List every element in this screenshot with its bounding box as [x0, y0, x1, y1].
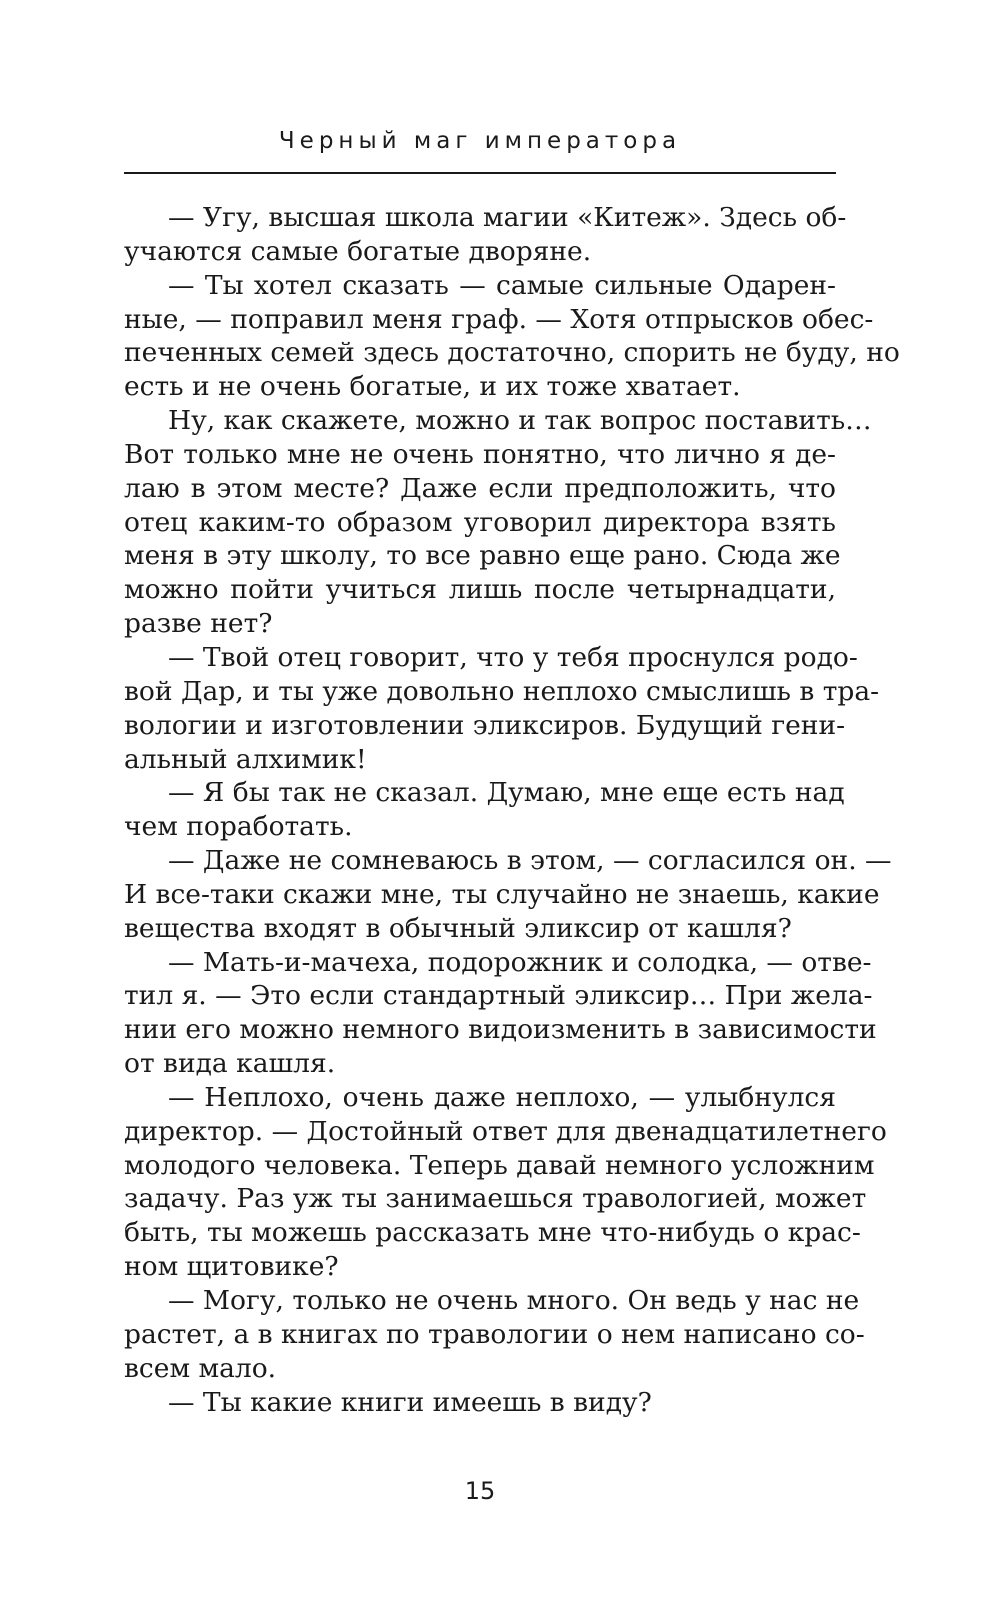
text-line: разве нет? — [124, 608, 273, 640]
text-line: молодого человека. Теперь давай немного усложним — [124, 1149, 875, 1181]
text-line: растет, а в книгах по травологии о нем написано со- — [124, 1318, 865, 1350]
header-rule — [124, 172, 836, 174]
text-line: И все-таки скажи мне, ты случайно не знаешь, какие — [124, 878, 880, 910]
text-line: — Неплохо, очень даже неплохо, — улыбнулся — [168, 1081, 836, 1113]
page-number: 15 — [464, 1477, 496, 1505]
running-head-title: Черный маг императора — [278, 128, 682, 154]
text-line: — Угу, высшая школа магии «Китеж». Здесь об- — [168, 202, 847, 233]
text-line: вой Дар, и ты уже довольно неплохо смыслишь в тра- — [124, 675, 880, 707]
text-line: — Ты хотел сказать — самые сильные Одарен- — [168, 269, 836, 301]
text-line: — Даже не сомневаюсь в этом, — согласился он. — — [168, 845, 892, 877]
text-line: нии его можно немного видоизменить в зависимости — [124, 1014, 877, 1046]
text-line: вологии и изготовлении эликсиров. Будущий гени- — [124, 709, 846, 741]
text-line: — Мать-и-мачеха, подорожник и солодка, — отве- — [168, 946, 872, 978]
text-line: всем мало. — [124, 1352, 277, 1384]
text-line: от вида кашля. — [124, 1048, 336, 1080]
text-line: можно пойти учиться лишь после четырнадцати, — [124, 574, 836, 606]
text-line: есть и не очень богатые, и их тоже хватает. — [124, 371, 741, 403]
text-line: альный алхимик! — [124, 743, 367, 775]
text-line: быть, ты можешь рассказать мне что-нибудь о крас- — [124, 1217, 861, 1249]
text-line: задачу. Раз уж ты занимаешься травологией, может — [124, 1183, 867, 1215]
text-line: лаю в этом месте? Даже если предположить, что — [124, 472, 836, 504]
text-line: чем поработать. — [124, 811, 353, 843]
text-line: учаются самые богатые дворяне. — [124, 235, 592, 267]
text-line: вещества входят в обычный эликсир от кашля? — [124, 912, 792, 944]
text-line: директор. — Достойный ответ для двенадцатилетнего — [124, 1115, 887, 1147]
text-line: Ну, как скажете, можно и так вопрос поставить… — [168, 405, 872, 437]
text-line: ном щитовике? — [124, 1251, 339, 1283]
text-line: ные, — поправил меня граф. — Хотя отпрысков обес- — [124, 303, 874, 335]
text-line: — Ты какие книги имеешь в виду? — [168, 1386, 652, 1418]
text-line: тил я. — Это если стандартный эликсир… При жела- — [124, 980, 873, 1012]
page-body — [124, 201, 900, 1419]
text-line: — Твой отец говорит, что у тебя проснулся родо- — [168, 641, 858, 673]
text-line: — Я бы так не сказал. Думаю, мне еще есть над — [168, 777, 845, 809]
text-line: Вот только мне не очень понятно, что лично я де- — [124, 438, 836, 470]
text-line: отец каким-то образом уговорил директора взять — [124, 506, 836, 538]
text-line: — Могу, только не очень много. Он ведь у нас не — [168, 1285, 860, 1316]
text-line: меня в эту школу, то все равно еще рано. Сюда же — [124, 540, 841, 572]
text-line: печенных семей здесь достаточно, спорить не буду, но — [124, 337, 900, 369]
